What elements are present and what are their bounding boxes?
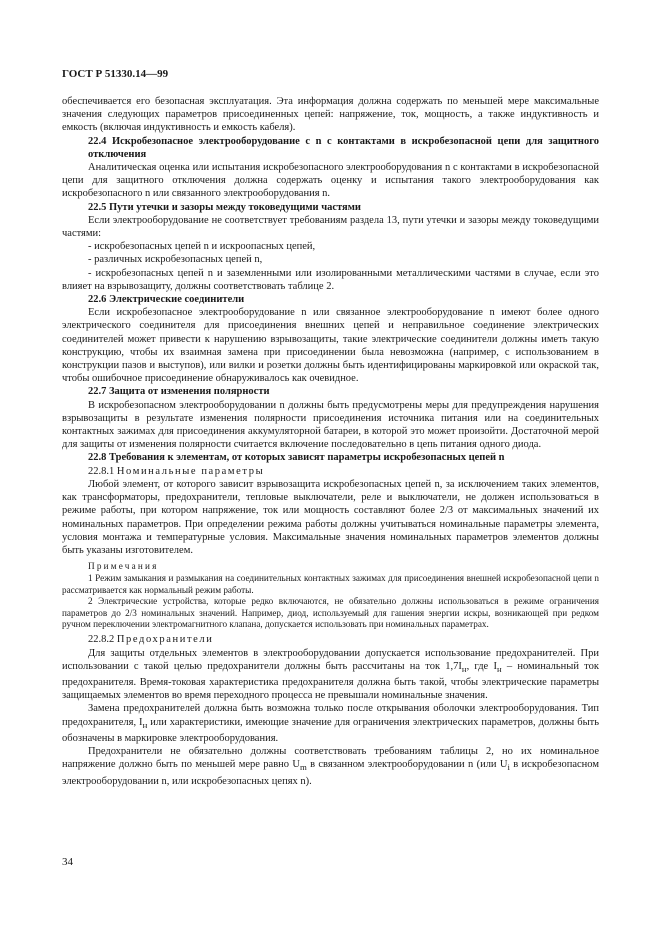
list-item: - различных искробезопасных цепей n, [88, 254, 263, 266]
subsection-22-8-1-text: Любой элемент, от которого зависит взрывозащита искробезопасных цепей n, за исключением таких элементов, как трансформаторы, предохранители, тепловые выключатели, реле и выключатели, не должен использоваться в режиме работы, при котором напряжение, ток или мощность составляют более 2/3 от максимальных значений их номинальных параметров. При определении режима работы должны учитываться номинальные параметры элемента, условия монтажа и температурные условия. Максимальные значения номинальных параметров элементов должны быть указаны изготовителем. [62, 478, 599, 556]
section-22-4-text: Аналитическая оценка или испытания искробезопасного электрооборудования n с контактами в искробезопасной цепи для защитного отключения должна содержать оценку и испытания такого электрооборудования как искробезопасного n или связанного электрооборудования n. [62, 162, 599, 200]
section-22-5-text: Если электрооборудование не соответствует требованиям раздела 13, пути утечки и зазоры между токоведущими частями: [62, 214, 599, 240]
note-1: 1 Режим замыкания и размыкания на соединительных контактных зажимах для присоединения внешней искробезопасной цепи n рассматривается как нормальный режим работы. [62, 573, 599, 595]
subsection-22-8-1-heading [62, 465, 599, 478]
section-22-4-heading: 22.4 Искробезопасное электрооборудование с n с контактами в искробезопасной цепи для защитного отключения [88, 135, 599, 160]
subsection-22-8-2-heading [62, 633, 599, 646]
subsection-title: Номинальные параметры [116, 465, 265, 477]
subsection-title: Предохранители [116, 634, 214, 646]
section-22-6-heading: 22.6 Электрические соединители [88, 294, 245, 306]
section-22-7-heading: 22.7 Защита от изменения полярности [88, 386, 270, 398]
section-22-7-text: В искробезопасном электрооборудовании n должны быть предусмотрены меры для предупреждения нарушения взрывозащиты в результате изменения полярности присоединения источника питания или на соединительных контактных зажимах для присоединения аккумуляторной батареи, в которой это может произойти. Достаточной мерой для защиты от изменения полярности считается включение последовательно в цепь питания одного диода. [62, 399, 599, 451]
intro-paragraph: обеспечивается его безопасная эксплуатация. Эта информация должна содержать по меньшей мере максимальные значения следующих параметров присоединенных цепей: напряжение, ток, мощность, а также индуктивность и емкость (включая индуктивность и емкость кабеля). [62, 96, 599, 134]
notes-title: Примечания [88, 561, 159, 572]
list-item: - искробезопасных цепей n и искроопасных цепей, [88, 241, 316, 253]
fuse-paragraph-2: Замена предохранителей должна быть возможна только после открывания оболочки электрооборудования. Тип предохранителя, $I_н$ или характеристики, имеющие значение для ограничения электрических параметров, должны быть обозначены в маркировке электрооборудования. [62, 703, 600, 744]
subsection-number: 22.8.1 [88, 465, 115, 477]
section-22-5-heading: 22.5 Пути утечки и зазоры между токоведущими частями [88, 201, 361, 213]
fuse-paragraph-3: Предохранители не обязательно должны соответствовать требованиям таблицы 2, но их номинальное напряжение должно быть по меньшей мере равно $U_m$ в связанном электрооборудовании n (или $U_i$ в искробезопасном электрооборудовании n, или искробезопасных цепях n). [62, 746, 600, 787]
fuse-paragraph-1: Для защиты отдельных элементов в электрооборудовании допускается использование предохранителей. При использовании с такой целью предохранители должны быть рассчитаны на ток $1,7I_н$, где $I_н$ – номинальный ток предохранителя. Время-токовая характеристика предохранителя должна быть такой, чтобы электрические параметры защищаемых элементов во время переходного процесса не превышали номинальные значения. [62, 647, 599, 702]
page-content [62, 95, 599, 788]
page-number: 34 [62, 856, 73, 868]
list-item: - искробезопасных цепей n и заземленными или изолированными металлическими частями в случае, если это влияет на взрывозащиту, должны соответствовать таблице 2. [62, 267, 599, 292]
standard-header: ГОСТ Р 51330.14—99 [62, 68, 169, 80]
section-22-8-heading: 22.8 Требования к элементам, от которых зависят параметры искробезопасных цепей n [88, 452, 505, 464]
section-22-6-text: Если искробезопасное электрооборудование n или связанное электрооборудование n имеют более одного электрического соединителя для присоединения внешних цепей и неправильное соединение электрических соединителей может привести к нарушению взрывозащиты, такие электрические соединители должны иметь такую конструкцию, чтобы их взаимная замена при присоединении была невозможна (например, с использованием в конструкции пазов и выступов), или вилки и розетки должны быть идентифицированы маркировкой или окраской так, чтобы ошибочное присоединение обнаруживалось как очевидное. [62, 307, 599, 385]
note-2: 2 Электрические устройства, которые редко включаются, не обязательно должны использоваться в режиме ограничения параметров до 2/3 номинальных значений. Например, диод, используемый для гашения энергии искры, возникающей при редком ручном переключении электромагнитного клапана, допускается использовать при номинальных параметрах. [62, 596, 599, 629]
subsection-number: 22.8.2 [88, 634, 115, 646]
